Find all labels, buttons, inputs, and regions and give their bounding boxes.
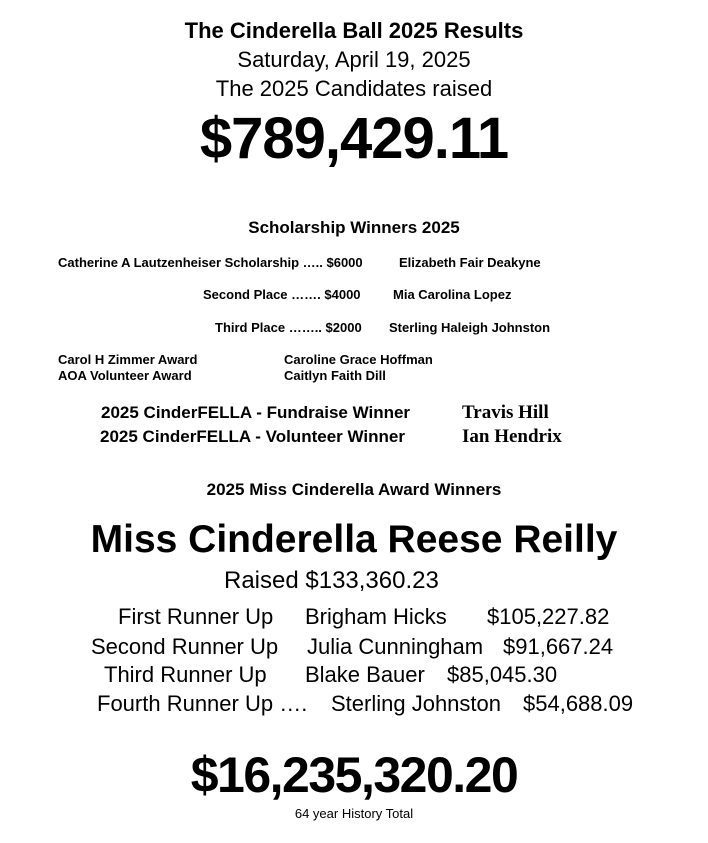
- scholarship-label: Catherine A Lautzenheiser Scholarship ….. $6000: [58, 255, 363, 270]
- runner-up-place: Fourth Runner Up ….: [97, 691, 308, 716]
- scholarship-winner: Elizabeth Fair Deakyne: [399, 255, 541, 270]
- cinderfella-winner: Travis Hill: [462, 402, 549, 423]
- history-total: $16,235,320.20: [190, 747, 518, 803]
- award-label: Carol H Zimmer Award: [58, 352, 198, 367]
- page-title: The Cinderella Ball 2025 Results: [184, 18, 524, 43]
- miss-cinderella-raised: Raised $133,360.23: [224, 567, 439, 594]
- scholarship-winner: Sterling Haleigh Johnston: [389, 320, 551, 335]
- runner-up-name: Sterling Johnston: [331, 691, 501, 716]
- runner-up-amount: $105,227.82: [487, 604, 610, 629]
- runner-up-amount: $85,045.30: [447, 662, 558, 687]
- award-winner: Caitlyn Faith Dill: [284, 368, 386, 383]
- cinderfella-label: 2025 CinderFELLA - Volunteer Winner: [100, 427, 405, 446]
- event-date: Saturday, April 19, 2025: [237, 47, 471, 72]
- runner-up-name: Julia Cunningham: [307, 634, 484, 659]
- runner-up-place: First Runner Up: [118, 604, 274, 629]
- scholarship-label: Third Place …….. $2000: [215, 320, 362, 335]
- runner-up-name: Blake Bauer: [305, 662, 425, 687]
- award-winner: Caroline Grace Hoffman: [284, 352, 433, 367]
- scholarship-label: Second Place ……. $4000: [203, 287, 361, 302]
- raised-label: The 2025 Candidates raised: [215, 76, 493, 101]
- runner-up-place: Second Runner Up: [91, 634, 279, 659]
- cinderfella-winner: Ian Hendrix: [462, 426, 562, 447]
- miss-cinderella-winner: Miss Cinderella Reese Reilly: [90, 518, 618, 561]
- scholarship-heading: Scholarship Winners 2025: [248, 218, 460, 237]
- scholarship-winner: Mia Carolina Lopez: [393, 287, 512, 302]
- cinderfella-label: 2025 CinderFELLA - Fundraise Winner: [101, 403, 411, 422]
- runner-up-amount: $54,688.09: [523, 691, 634, 716]
- history-caption: 64 year History Total: [294, 806, 414, 821]
- runner-up-place: Third Runner Up: [104, 662, 267, 687]
- total-raised: $789,429.11: [199, 106, 509, 171]
- runner-up-name: Brigham Hicks: [305, 604, 447, 629]
- miss-cinderella-heading: 2025 Miss Cinderella Award Winners: [206, 480, 502, 499]
- award-label: AOA Volunteer Award: [58, 368, 192, 383]
- runner-up-amount: $91,667.24: [503, 634, 614, 659]
